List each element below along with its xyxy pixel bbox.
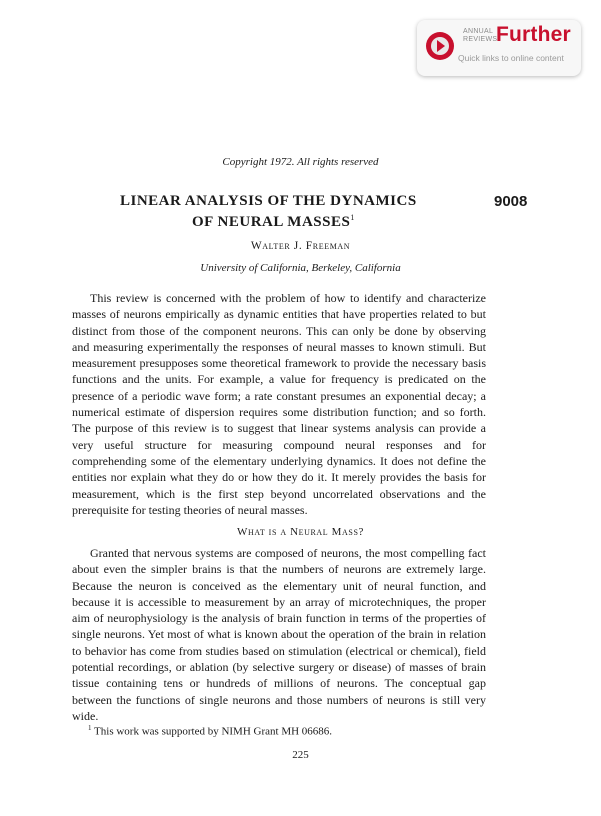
body-paragraph-1: This review is concerned with the problem of how to identify and characterize masses of neurons empirically as dynamic entities that have properties related to but distinct from those of the component neurons. This can only be done by observing and measuring experimentally the responses of neural masses to known stimuli. But measurement presupposes some theoretical framework to provide the necessary basis functions and the units. For example, a value for frequency is predicated on the presence of a periodic wave form; a rate constant presumes an exponential decay; a numerical estimate of dispersion requires some distribution function; and so forth. The purpose of this review is to suggest that linear systems analysis can provide a very useful structure for measuring compound neural responses and for comprehending some of the elementary underlying dynamics. It does not define the entities nor explain what they do or how they do it. It merely provides the basis for measurement, which is the first step beyond uncorrelated observations and the prerequisite for testing theories of neural masses. — [72, 291, 486, 517]
body-paragraph-2: Granted that nervous systems are composed of neurons, the most compelling fact about even the simpler brains is that the numbers of neurons are extremely large. Because the neuron is conceived as the elementary unit of neural function, and because it is accessible to measurement by an array of microtechniques, the proper aim of neurophysiology is the analysis of brain function in terms of the properties of single neurons. Yet most of what is known about the operation of the brain in relation to behavior has come from studies based on stimulation (electrical or chemical), field potential recordings, or ablation (by selective surgery or disease) of masses of brain tissue containing tens or hundreds of millions of neurons. The conceptual gap between the functions of single neurons and those numbers of neurons is still very wide. — [72, 546, 486, 723]
article-title-line2 — [192, 213, 355, 231]
author-name: Walter J. Freeman — [250, 240, 351, 252]
author-affiliation: University of California, Berkeley, California — [200, 262, 401, 274]
copyright-notice: Copyright 1972. All rights reserved — [222, 156, 379, 168]
badge-reviews-label: REVIEWS — [463, 36, 498, 43]
badge-further-label: Further — [496, 23, 571, 46]
article-title-line2-text: OF NEURAL MASSES — [192, 214, 351, 230]
footnote — [88, 724, 332, 738]
play-arrow-icon — [425, 31, 455, 61]
further-badge[interactable] — [417, 20, 581, 76]
badge-annual-label: ANNUAL — [463, 28, 494, 35]
article-title-line1: LINEAR ANALYSIS OF THE DYNAMICS — [120, 193, 417, 209]
section-heading: What is a Neural Mass? — [237, 526, 364, 538]
badge-subtitle: Quick links to online content — [458, 53, 564, 63]
footnote-text: This work was supported by NIMH Grant MH 06686. — [91, 725, 333, 738]
article-number: 9008 — [494, 193, 528, 210]
footnote-mark: 1 — [88, 724, 92, 732]
page-number: 225 — [292, 749, 309, 761]
title-footnote-mark: 1 — [350, 213, 355, 222]
